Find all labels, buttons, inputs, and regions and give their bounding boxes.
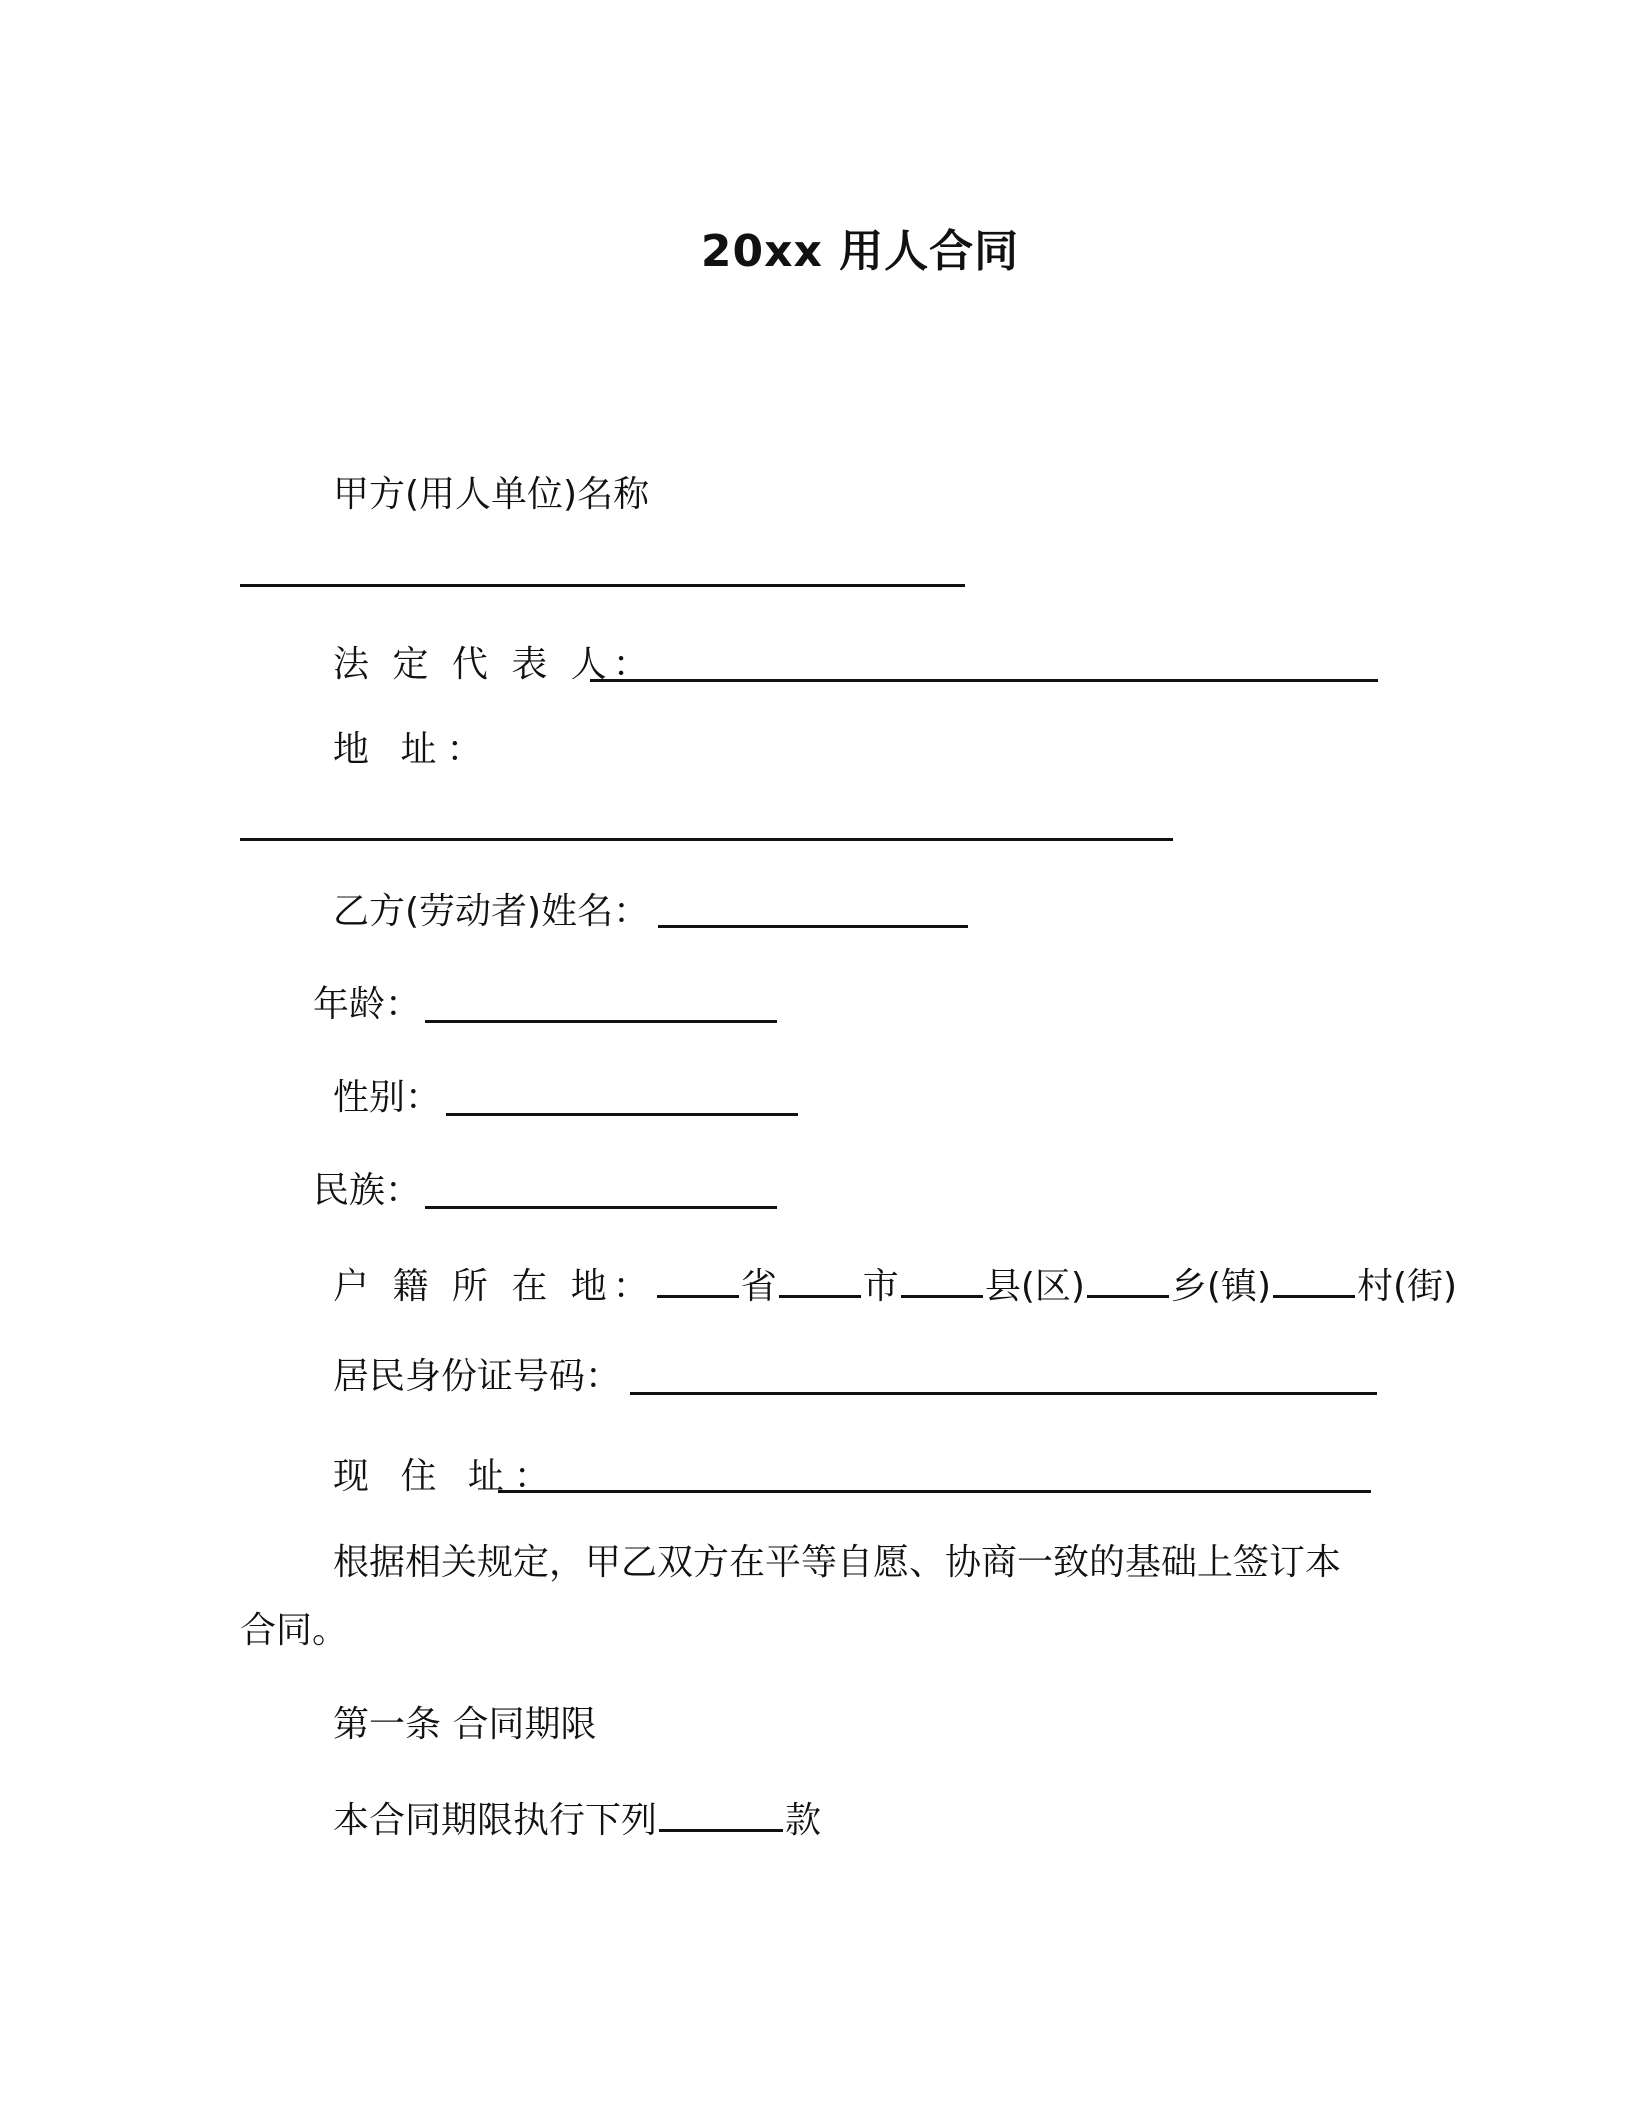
household-label: 户 籍 所 在 地： <box>333 1266 655 1307</box>
article-1-text-after: 款 <box>785 1800 822 1841</box>
township-text: 乡(镇) <box>1170 1266 1271 1307</box>
legal-rep-label-text: 法 定 代 表 人： <box>333 644 655 685</box>
article-1-clause-blank[interactable] <box>659 1793 783 1832</box>
province-text: 省 <box>740 1266 777 1307</box>
legal-rep-blank[interactable] <box>590 679 1378 682</box>
party-a-address-blank[interactable] <box>240 838 1173 841</box>
current-address-blank[interactable] <box>498 1490 1371 1493</box>
preamble-line-1: 根据相关规定，甲乙双方在平等自愿、协商一致的基础上签订本 <box>333 1542 1342 1583</box>
city-text: 市 <box>862 1266 899 1307</box>
party-a-name-blank[interactable] <box>240 584 965 587</box>
gender-blank[interactable] <box>446 1113 798 1116</box>
village-text: 村(街) <box>1357 1266 1458 1307</box>
gender-label: 性别： <box>333 1077 442 1118</box>
article-1-title: 第一条 合同期限 <box>333 1704 597 1745</box>
article-1-text <box>333 1793 821 1846</box>
party-a-address-label-text: 地 址： <box>333 729 493 770</box>
county-text: 县(区) <box>984 1266 1085 1307</box>
township-blank[interactable] <box>1087 1259 1169 1298</box>
village-blank[interactable] <box>1273 1259 1355 1298</box>
ethnicity-label: 民族： <box>313 1170 422 1211</box>
document-title: 20xx 用人合同 <box>700 226 1020 277</box>
preamble-line-2: 合同。 <box>240 1610 349 1651</box>
party-a-address-label <box>333 725 492 775</box>
province-blank[interactable] <box>657 1259 739 1298</box>
party-b-name-blank[interactable] <box>658 925 968 928</box>
party-b-name-label: 乙方(劳动者)姓名： <box>333 891 650 932</box>
county-blank[interactable] <box>901 1259 983 1298</box>
legal-rep-label <box>333 640 655 690</box>
party-a-name-label: 甲方(用人单位)名称 <box>333 474 650 515</box>
age-label: 年龄： <box>313 984 422 1025</box>
id-number-label: 居民身份证号码： <box>333 1356 622 1397</box>
id-number-blank[interactable] <box>630 1392 1377 1395</box>
current-address-label-text: 现 住 址： <box>333 1456 560 1497</box>
household-row <box>333 1259 1457 1312</box>
city-blank[interactable] <box>779 1259 861 1298</box>
current-address-label <box>333 1452 560 1502</box>
ethnicity-blank[interactable] <box>425 1206 777 1209</box>
article-1-text-before: 本合同期限执行下列 <box>333 1800 658 1841</box>
age-blank[interactable] <box>425 1020 777 1023</box>
